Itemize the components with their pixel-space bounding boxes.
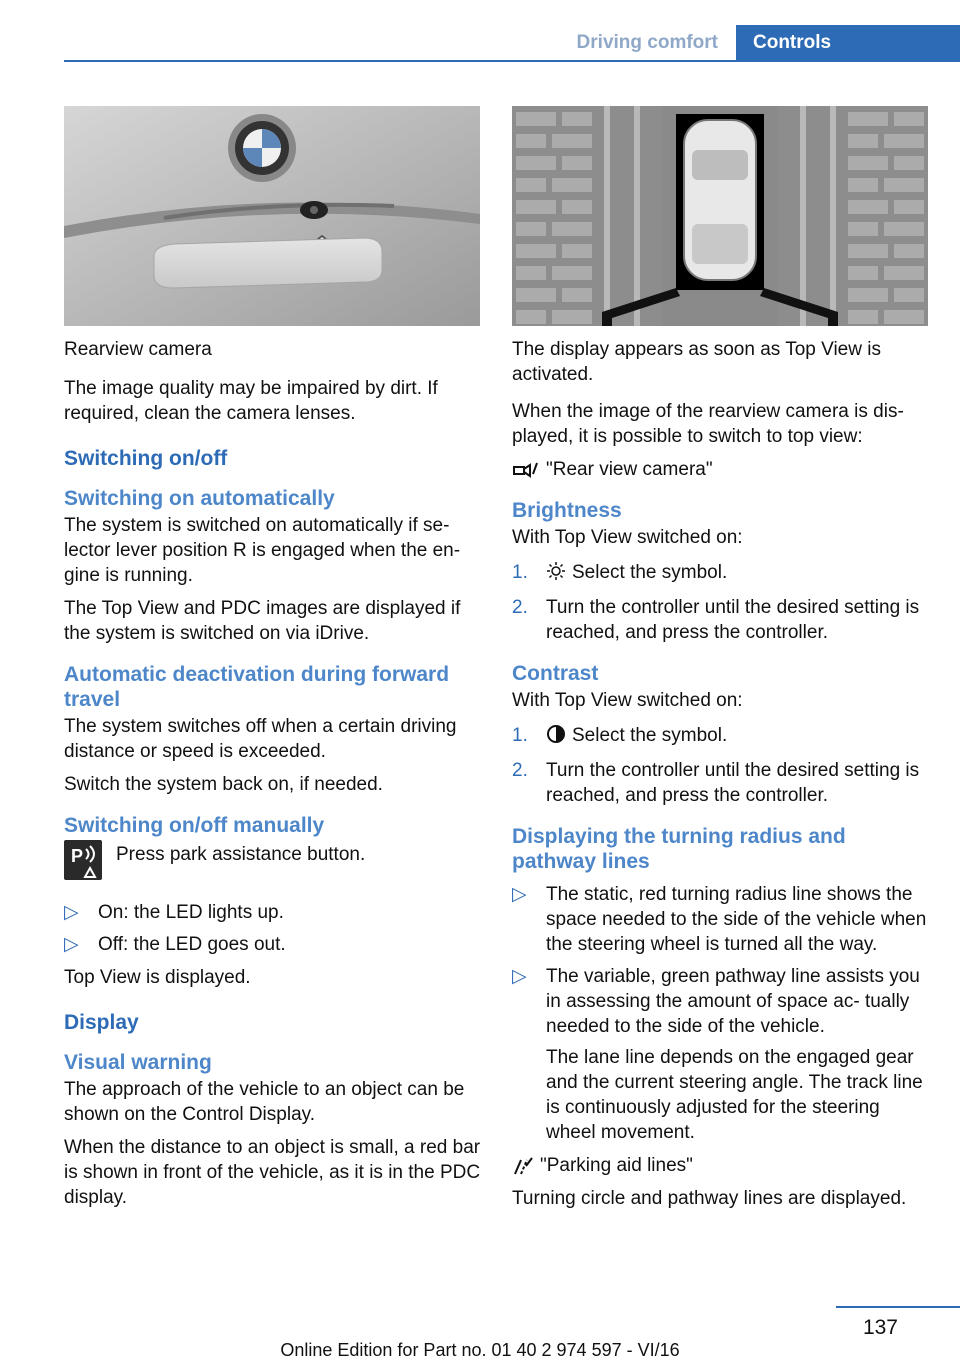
rearview-camera-photo	[64, 106, 480, 326]
header-chapter-tab: Controls	[736, 25, 960, 61]
list-item: ▷ Off: the LED goes out.	[64, 934, 286, 955]
header-tabs	[560, 25, 960, 61]
header-section-label: Driving comfort	[576, 32, 718, 53]
right-column	[512, 337, 930, 1219]
deactivation-paragraph-1: The system switches off when a certain driving distance or speed is exceeded.	[64, 716, 457, 762]
led-bullet-list	[64, 900, 482, 957]
list-item: ▷ The variable, green pathway line assists you in assessing the amount of space ac‐ tually needed to the side of the vehicle. The lane line depends on the engaged gear and the current steering angle. The track line is continuously adjusted for the steering wheel movement.	[512, 964, 930, 1145]
figure-caption: Rearview camera	[64, 339, 212, 360]
heading-switching-on-off: Switching on/off	[64, 447, 228, 470]
auto-paragraph-1: The system is switched on automatically if se‐ lector lever position R is engaged when the en‐ gine is running.	[64, 515, 461, 586]
list-item: 1. Select the symbol.	[512, 560, 930, 588]
list-item: ▷ On: the LED lights up.	[64, 902, 284, 923]
topview-displayed: Top View is displayed.	[64, 967, 251, 988]
contrast-icon	[546, 724, 572, 751]
heading-brightness: Brightness	[512, 499, 622, 522]
heading-contrast: Contrast	[512, 662, 599, 685]
heading-automatic-deactivation: Automatic deactivation during forward travel	[64, 663, 450, 711]
visual-paragraph-2: When the distance to an object is small, a red bar is shown in front of the vehicle, as it is in the PDC display.	[64, 1137, 481, 1208]
contrast-steps	[512, 723, 930, 808]
list-item: 1. Select the symbol.	[512, 723, 930, 751]
parking-aid-lines-label: "Parking aid lines"	[540, 1155, 693, 1176]
heading-display: Display	[64, 1011, 139, 1034]
left-column	[64, 337, 482, 1218]
footer-rule	[836, 1306, 960, 1308]
heading-turning-radius: Displaying the turning radius and pathway lines	[512, 825, 846, 873]
dirt-note: The image quality may be impaired by dirt. If required, clean the camera lenses.	[64, 378, 438, 424]
rear-view-camera-line	[512, 457, 930, 482]
visual-paragraph-1: The approach of the vehicle to an object can be shown on the Control Display.	[64, 1079, 465, 1125]
brightness-intro: With Top View switched on:	[512, 527, 743, 548]
parking-aid-lines-icon	[512, 1156, 534, 1183]
sun-icon	[546, 561, 572, 588]
lane-line-paragraph: The lane line depends on the engaged gear and the current steering angle. The track line is continuously adjusted for the steering wheel movement.	[546, 1047, 923, 1143]
heading-visual-warning: Visual warning	[64, 1051, 212, 1074]
parking-aid-lines-line	[512, 1153, 930, 1178]
footer-edition: Online Edition for Part no. 01 40 2 974 597 - VI/16	[280, 1340, 680, 1360]
final-paragraph: Turning circle and pathway lines are displayed.	[512, 1188, 907, 1209]
heading-switching-manually: Switching on/off manually	[64, 814, 325, 837]
display-paragraph: The display appears as soon as Top View is activated.	[512, 339, 881, 385]
header-rule	[64, 60, 960, 62]
rear-view-camera-icon	[512, 460, 540, 487]
svg-text:P: P	[71, 846, 84, 866]
page-number: 137	[862, 1316, 898, 1339]
park-assist-button-icon	[64, 840, 102, 880]
list-item: 2. Turn the controller until the desired setting is reached, and press the controller.	[512, 597, 920, 643]
brightness-steps	[512, 560, 930, 645]
turning-bullet-list	[512, 882, 930, 1145]
list-item: 2. Turn the controller until the desired setting is reached, and press the controller.	[512, 760, 920, 806]
list-item: ▷ The static, red turning radius line shows the space needed to the side of the vehicle when the steering wheel is turned all the way.	[512, 884, 927, 955]
switch-to-topview-paragraph: When the image of the rearview camera is dis‐ played, it is possible to switch to top view:	[512, 401, 904, 447]
deactivation-paragraph-2: Switch the system back on, if needed.	[64, 774, 383, 795]
press-button-line	[64, 842, 482, 886]
contrast-intro: With Top View switched on:	[512, 690, 743, 711]
press-button-text: Press park assistance button.	[116, 844, 366, 865]
top-view-display-photo	[512, 106, 928, 326]
auto-paragraph-2: The Top View and PDC images are displayed if the system is switched on via iDrive.	[64, 598, 461, 644]
heading-switching-on-automatically: Switching on automatically	[64, 487, 335, 510]
rear-view-camera-label: "Rear view camera"	[546, 459, 713, 480]
